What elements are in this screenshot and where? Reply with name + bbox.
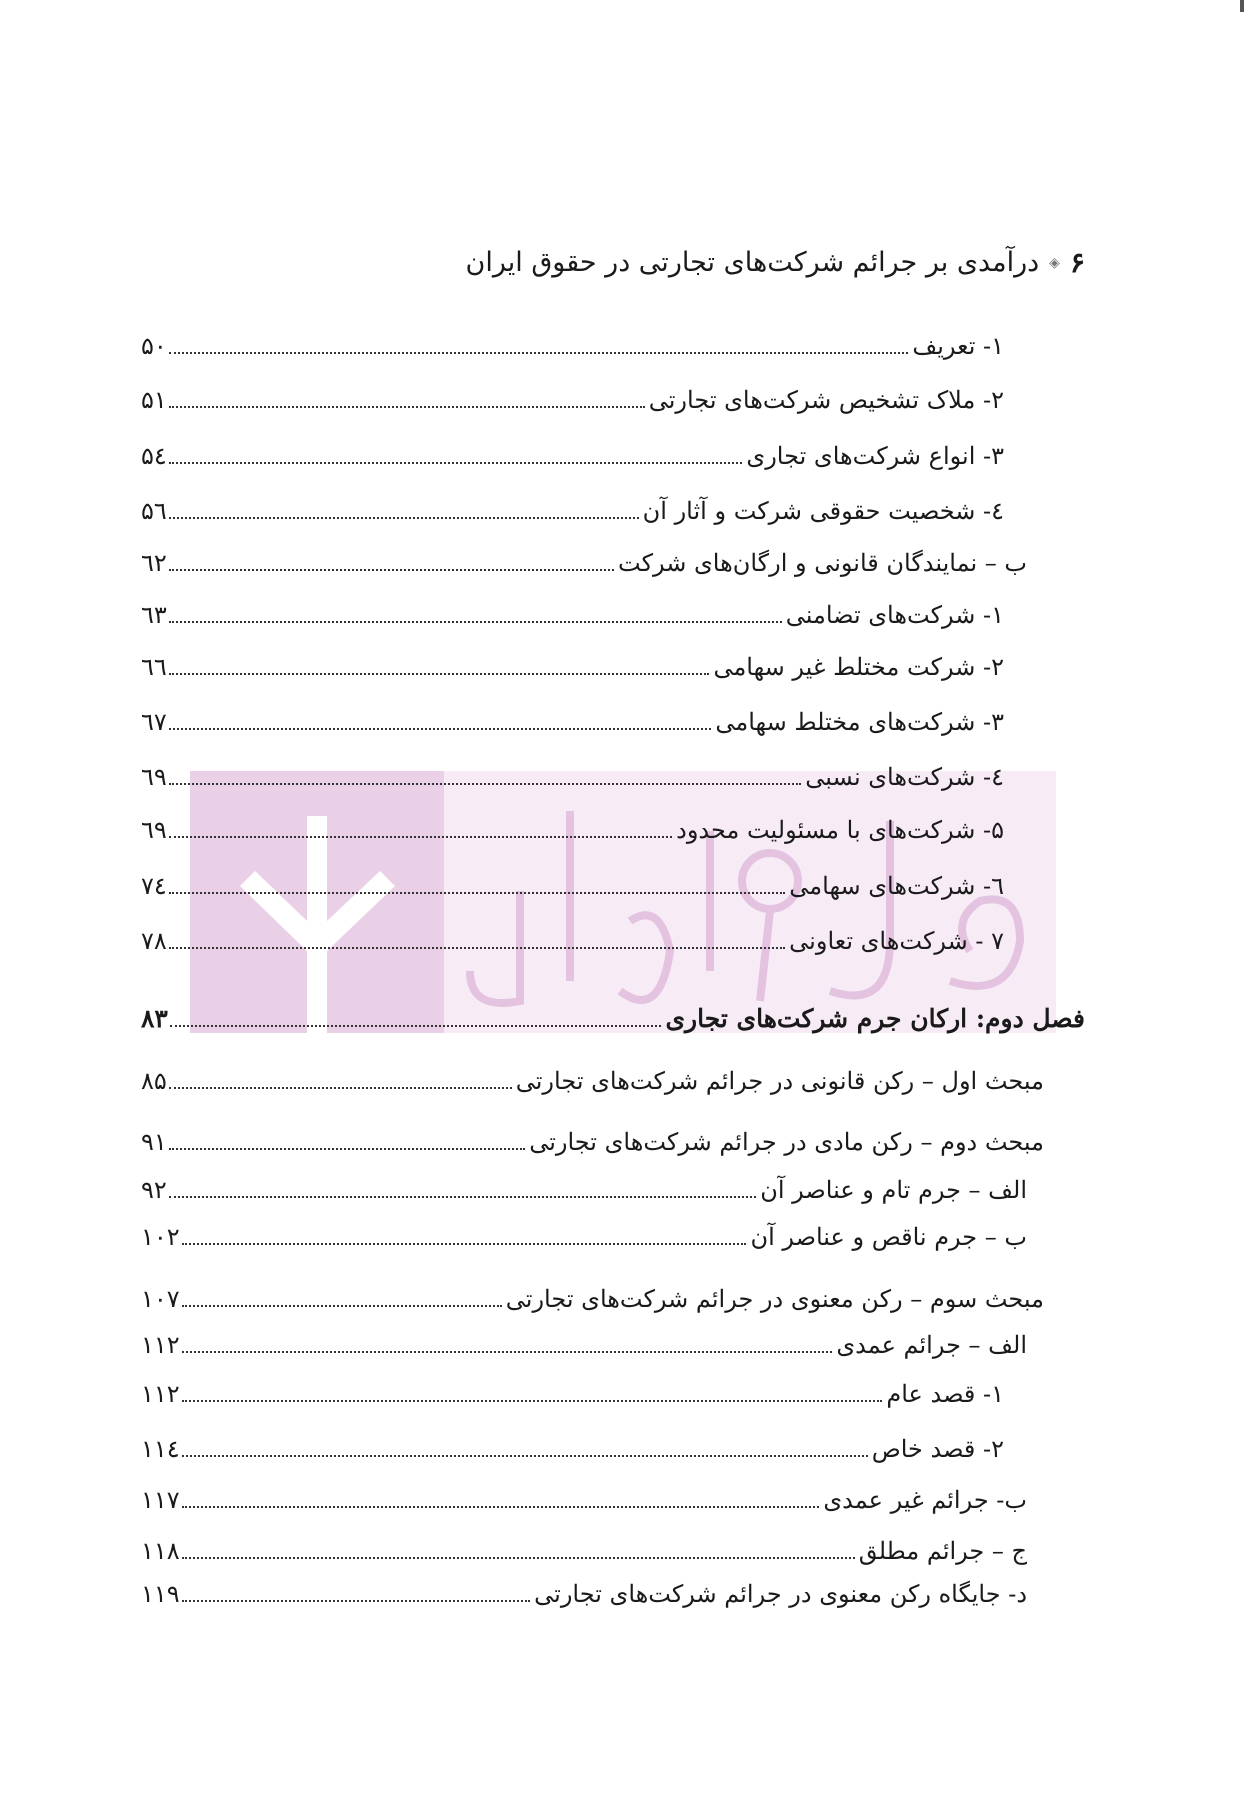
toc-entry-page: ۱۰۷ — [141, 1285, 180, 1313]
toc-entry-title: ب- جرائم غیر عمدی — [823, 1486, 1027, 1514]
toc-entry-title: ۲- ملاک تشخیص شرکت‌های تجارتی — [648, 386, 1004, 414]
toc-entry[interactable] — [141, 1531, 1027, 1567]
book-title: درآمدی بر جرائم شرکت‌های تجارتی در حقوق ایران — [465, 247, 1040, 278]
toc-entry[interactable] — [141, 1374, 1004, 1410]
toc-entry-title: ۳- شرکت‌های مختلط سهامی — [715, 708, 1004, 736]
toc-entry-page: ۹۲ — [141, 1176, 167, 1204]
toc-entry-page: ۵٤ — [141, 442, 167, 470]
toc-entry-title: ۷ - شرکت‌های تعاونی — [789, 927, 1004, 955]
toc-entry-page: ۷٤ — [141, 872, 167, 900]
dot-leader — [182, 1351, 833, 1353]
toc-entry-page: ۱۱۲ — [141, 1331, 180, 1359]
toc-entry[interactable] — [141, 1480, 1027, 1516]
toc-entry-title: الف – جرائم عمدی — [836, 1331, 1027, 1359]
toc-entry-title: مبحث دوم – رکن مادی در جرائم شرکت‌های تجارتی — [529, 1128, 1044, 1156]
diamond-ornament-icon: ◈ — [1049, 254, 1060, 271]
toc-entry[interactable] — [141, 1061, 1044, 1097]
toc-entry-page: ٦۷ — [141, 708, 167, 736]
toc-entry-title: ۱- تعریف — [912, 332, 1004, 360]
dot-leader — [169, 569, 614, 571]
toc-entry[interactable] — [141, 757, 1004, 793]
toc-entry-page: ۸۵ — [141, 1067, 167, 1095]
dot-leader — [169, 728, 712, 730]
toc-entry[interactable] — [141, 436, 1004, 472]
toc-entry-title: الف – جرم تام و عناصر آن — [760, 1176, 1027, 1204]
toc-entry-title: ب – نمایندگان قانونی و ارگان‌های شرکت — [618, 549, 1027, 577]
dot-leader — [182, 1600, 530, 1602]
scan-artifact — [1240, 0, 1244, 12]
toc-entry-page: ٦۹ — [141, 816, 167, 844]
toc-entry-page: ۱۱٤ — [141, 1435, 180, 1463]
toc-entry-page: ٦٦ — [141, 653, 167, 681]
toc-entry[interactable] — [141, 921, 1004, 957]
toc-entry-title: ٦- شرکت‌های سهامی — [789, 872, 1004, 900]
toc-entry[interactable] — [141, 647, 1004, 683]
dot-leader — [169, 352, 909, 354]
toc-entry[interactable] — [141, 810, 1004, 846]
toc-entry-title: ج – جرائم مطلق — [858, 1537, 1027, 1565]
toc-entry-page: ۱۱۲ — [141, 1380, 180, 1408]
dot-leader — [170, 1025, 662, 1027]
page-header — [466, 246, 1086, 279]
toc-entry-page: ۱۱۷ — [141, 1486, 180, 1514]
toc-entry-page: ۱۰۲ — [141, 1223, 180, 1251]
toc-entry-title: ب – جرم ناقص و عناصر آن — [750, 1223, 1027, 1251]
toc-entry-title: ۵- شرکت‌های با مسئولیت محدود — [676, 816, 1004, 844]
toc-entry[interactable] — [141, 326, 1004, 362]
toc-entry[interactable] — [141, 543, 1027, 579]
dot-leader — [169, 947, 785, 949]
dot-leader — [182, 1455, 868, 1457]
toc-entry[interactable] — [141, 1217, 1027, 1253]
dot-leader — [182, 1557, 855, 1559]
toc-entry-page: ۸۳ — [141, 1004, 168, 1033]
toc-entry[interactable] — [141, 999, 1085, 1035]
toc-entry[interactable] — [141, 866, 1004, 902]
toc-entry-page: ۱۱۹ — [141, 1580, 180, 1608]
toc-entry-page: ۵٦ — [141, 497, 167, 525]
page-number: ۶ — [1069, 246, 1085, 279]
dot-leader — [182, 1506, 820, 1508]
dot-leader — [169, 783, 802, 785]
toc-entry-title: د- جایگاه رکن معنوی در جرائم شرکت‌های تجارتی — [534, 1580, 1027, 1608]
toc-entry-title: ۳- انواع شرکت‌های تجاری — [746, 442, 1004, 470]
toc-entry[interactable] — [141, 491, 1004, 527]
toc-entry-title: ٤- شرکت‌های نسبی — [805, 763, 1004, 791]
toc-entry-title: ۲- شرکت مختلط غیر سهامی — [713, 653, 1004, 681]
toc-entry-title: ٤- شخصیت حقوقی شرکت و آثار آن — [642, 497, 1004, 525]
toc-entry-page: ٦۲ — [141, 549, 167, 577]
dot-leader — [182, 1305, 502, 1307]
toc-entry-page: ٦۹ — [141, 763, 167, 791]
dot-leader — [169, 406, 645, 408]
toc-entry[interactable] — [141, 380, 1004, 416]
dot-leader — [169, 836, 672, 838]
toc-entry[interactable] — [141, 702, 1004, 738]
dot-leader — [182, 1400, 883, 1402]
toc-entry[interactable] — [141, 1170, 1027, 1206]
dot-leader — [169, 462, 743, 464]
toc-entry-title: فصل دوم: ارکان جرم شرکت‌های تجاری — [665, 1004, 1085, 1033]
dot-leader — [182, 1243, 747, 1245]
toc-entry[interactable] — [141, 1429, 1004, 1465]
toc-entry-page: ۵۰ — [141, 332, 167, 360]
dot-leader — [169, 517, 639, 519]
toc-entry-title: مبحث سوم – رکن معنوی در جرائم شرکت‌های تجارتی — [505, 1285, 1044, 1313]
toc-entry[interactable] — [141, 595, 1004, 631]
dot-leader — [169, 673, 710, 675]
toc-entry-page: ۹۱ — [141, 1128, 167, 1156]
toc-entry-page: ۱۱۸ — [141, 1537, 180, 1565]
toc-entry[interactable] — [141, 1279, 1044, 1315]
dot-leader — [169, 892, 786, 894]
toc-entry[interactable] — [141, 1574, 1027, 1610]
dot-leader — [169, 621, 782, 623]
toc-entry-title: مبحث اول – رکن قانونی در جرائم شرکت‌های تجارتی — [515, 1067, 1044, 1095]
toc-entry[interactable] — [141, 1325, 1027, 1361]
dot-leader — [169, 1148, 525, 1150]
dot-leader — [169, 1087, 512, 1089]
toc-entry-title: ۲- قصد خاص — [871, 1435, 1004, 1463]
toc-entry-title: ۱- قصد عام — [886, 1380, 1004, 1408]
toc-entry[interactable] — [141, 1122, 1044, 1158]
dot-leader — [169, 1196, 756, 1198]
toc-entry-title: ۱- شرکت‌های تضامنی — [785, 601, 1004, 629]
toc-entry-page: ٦۳ — [141, 601, 167, 629]
toc-entry-page: ۵۱ — [141, 386, 167, 414]
toc-entry-page: ۷۸ — [141, 927, 167, 955]
